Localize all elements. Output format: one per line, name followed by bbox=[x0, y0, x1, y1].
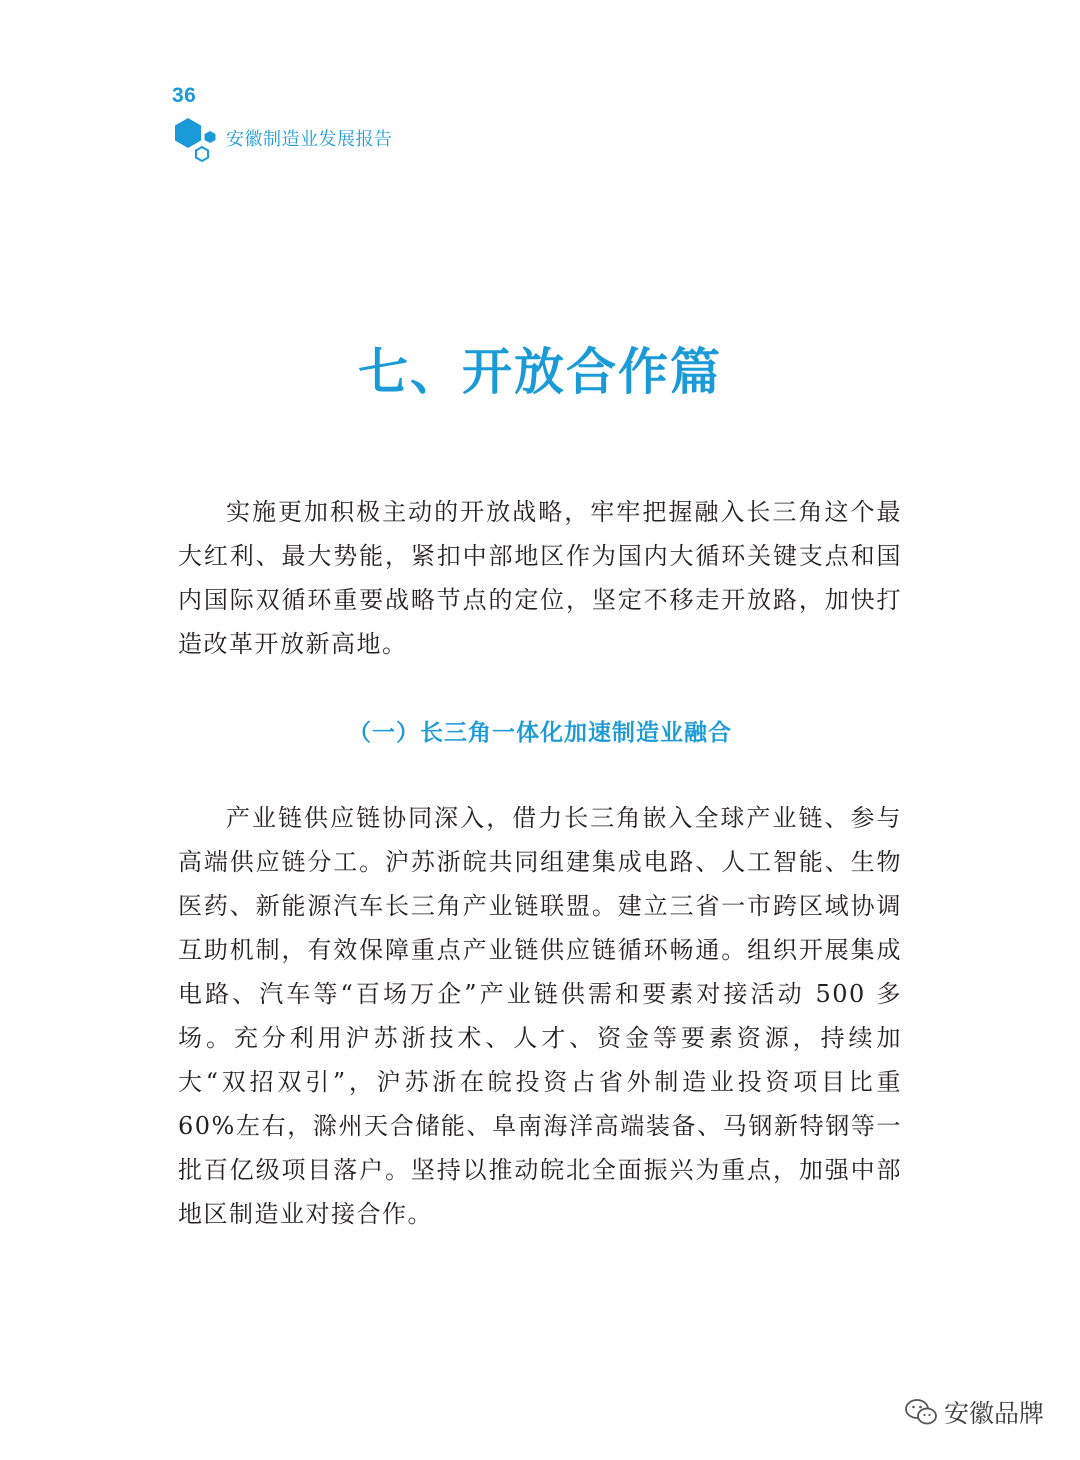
chapter-title: 七、开放合作篇 bbox=[358, 343, 722, 401]
wechat-icon bbox=[904, 1397, 938, 1427]
watermark-text: 安徽品牌 bbox=[943, 1399, 1044, 1428]
watermark bbox=[904, 1394, 1044, 1430]
report-title: 安徽制造业发展报告 bbox=[226, 129, 393, 150]
intro-paragraph: 实施更加积极主动的开放战略，牢牢把握融入长三角这个最大红利、最大势能，紧扣中部地区作为国内大循环关键支点和国内国际双循环重要战略节点的定位，坚定不移走开放路，加快打造改革开放新高地。 bbox=[178, 498, 902, 658]
section-paragraph: 产业链供应链协同深入，借力长三角嵌入全球产业链、参与高端供应链分工。沪苏浙皖共同组建集成电路、人工智能、生物医药、新能源汽车长三角产业链联盟。建立三省一市跨区域协调互助机制，有效保障重点产业链供应链循环畅通。组织开展集成电路、汽车等“百场万企”产业链供需和要素对接活动 500 多场。充分利用沪苏浙技术、人才、资金等要素资源，持续加大“双招双引”，沪苏浙在皖投资占省外制造业投资项目比重 60%左右，滁州天合储能、阜南海洋高端装备、马钢新特钢等一批百亿级项目落户。坚持以推动皖北全面振兴为重点，加强中部地区制造业对接合作。 bbox=[178, 804, 902, 1228]
running-header bbox=[172, 116, 393, 166]
hexagon-logo-icon bbox=[172, 116, 218, 166]
page-number: 36 bbox=[172, 84, 197, 107]
section-heading: （一）长三角一体化加速制造业融合 bbox=[348, 720, 732, 746]
